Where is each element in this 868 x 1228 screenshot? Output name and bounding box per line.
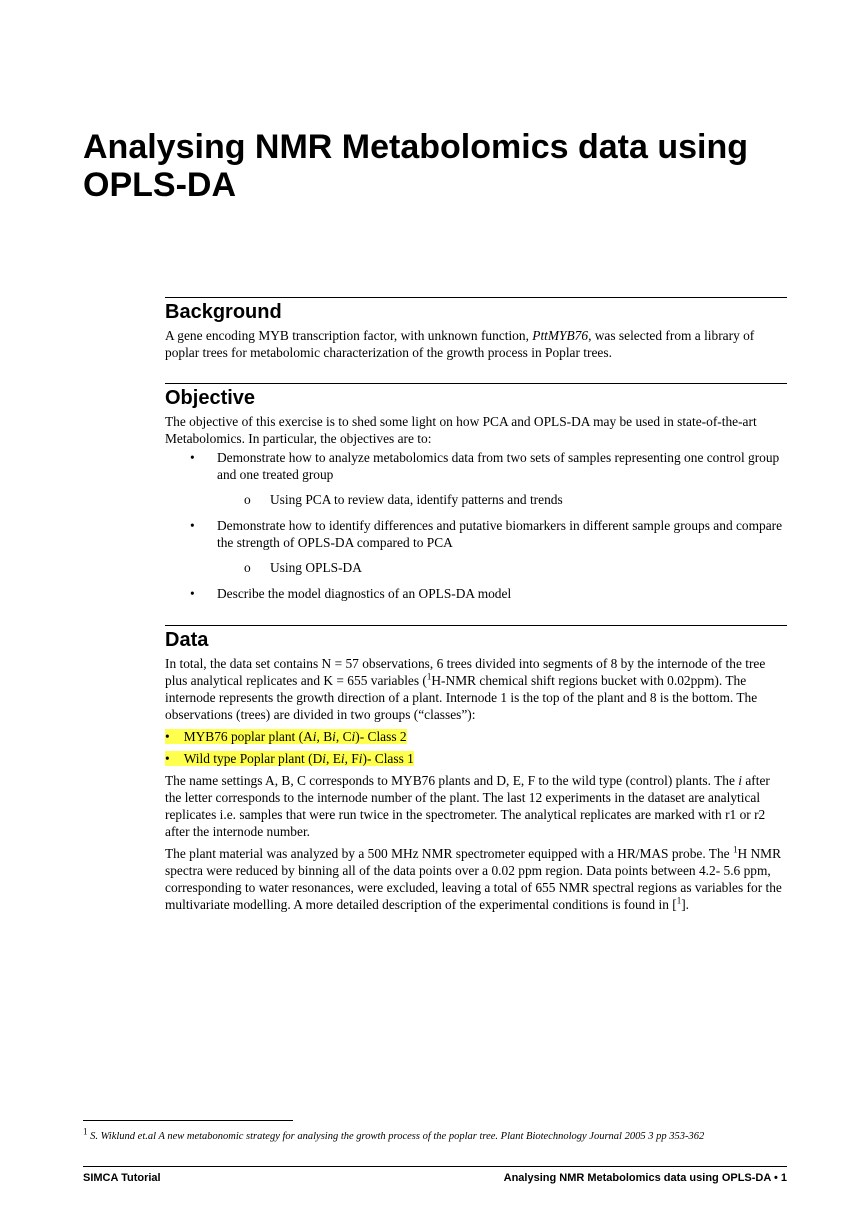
bullet-marker: • — [190, 450, 195, 465]
footnote-reference[interactable]: 1 — [676, 895, 682, 906]
footer-left: SIMCA Tutorial — [83, 1172, 161, 1184]
sub-list-item: o Using PCA to review data, identify patterns and trends — [244, 492, 563, 507]
class-1-item — [165, 750, 787, 767]
data-heading: Data — [165, 629, 209, 651]
list-item: • Demonstrate how to analyze metabolomics data from two sets of samples representing one control group and one treated group — [190, 450, 780, 482]
data-section — [165, 625, 787, 913]
footer-divider — [83, 1166, 787, 1167]
background-section — [165, 297, 787, 361]
footnote-divider — [83, 1120, 293, 1121]
highlighted-text: • Wild type Poplar plant (Di, Ei, Fi)- Class 1 — [165, 751, 414, 766]
footer-right: Analysing NMR Metabolomics data using OPLS-DA • 1 — [503, 1172, 787, 1184]
page-title: Analysing NMR Metabolomics data using OPLS-DA — [83, 128, 748, 204]
sub-list-item: o Using OPLS-DA — [244, 560, 362, 575]
data-paragraph-1: In total, the data set contains N = 57 observations, 6 trees divided into segments of 8 by the internode of the tree plus analytical replicates and K = 655 variables ($^1$H-NMR chemical shift regions bucket with 0.02ppm). The internode represents the growth direction of a plant. Internode 1 is the top of the plant and 8 is the bottom. The observations (trees) are divided in two groups (“classes”): — [165, 656, 766, 722]
objective-intro: The objective of this exercise is to shed some light on how PCA and OPLS-DA may be used in state-of-the-art Metabolomics. In particular, the objectives are to: — [165, 414, 757, 446]
list-item: • Demonstrate how to identify differences and putative biomarkers in different sample groups and compare the strength of OPLS-DA compared to PCA — [190, 518, 783, 550]
background-paragraph: A gene encoding MYB transcription factor, with unknown function, PttMYB76, was selected from a library of poplar trees for metabolomic characterization of the growth process in Poplar trees. — [165, 328, 755, 360]
objective-heading: Objective — [165, 387, 256, 409]
sub-bullet-marker: o — [244, 492, 251, 507]
bullet-marker: • — [190, 518, 195, 533]
objective-section — [165, 383, 787, 602]
data-paragraph-3: The plant material was analyzed by a 500 MHz NMR spectrometer equipped with a HR/MAS probe. The $^1$H NMR spectra were reduced by binning all of the data points over a 0.02 ppm region. Data points between 4.2- 5.6 ppm, corresponding to water resonances, were excluded, leaving a total of 655 NMR spectral regions as variables for the multivariate modelling. A more detailed description of the experimental conditions is found in [$^1$]. — [165, 844, 782, 912]
highlighted-text: • MYB76 poplar plant (Ai, Bi, Ci)- Class 2 — [165, 729, 407, 744]
gene-name: PttMYB76 — [532, 328, 589, 343]
background-heading: Background — [165, 301, 282, 323]
sub-bullet-marker: o — [244, 560, 251, 575]
list-item: • Describe the model diagnostics of an OPLS-DA model — [190, 586, 512, 601]
class-2-item — [165, 728, 787, 745]
footnote: $^1$ S. Wiklund et.al A new metabonomic strategy for analysing the growth process of the poplar tree. Plant Biotechnology Journal 2005 3 pp 353-362 — [83, 1126, 705, 1142]
data-paragraph-2: The name settings A, B, C corresponds to MYB76 plants and D, E, F to the wild type (control) plants. The i after the letter corresponds to the internode number of the plant. The last 12 experiments in the dataset are analytical replicates i.e. samples that were run twice in the spectrometer. The analytical replicates are marked with r1 or r2 after the internode number. — [165, 773, 770, 839]
bullet-marker: • — [190, 586, 195, 601]
